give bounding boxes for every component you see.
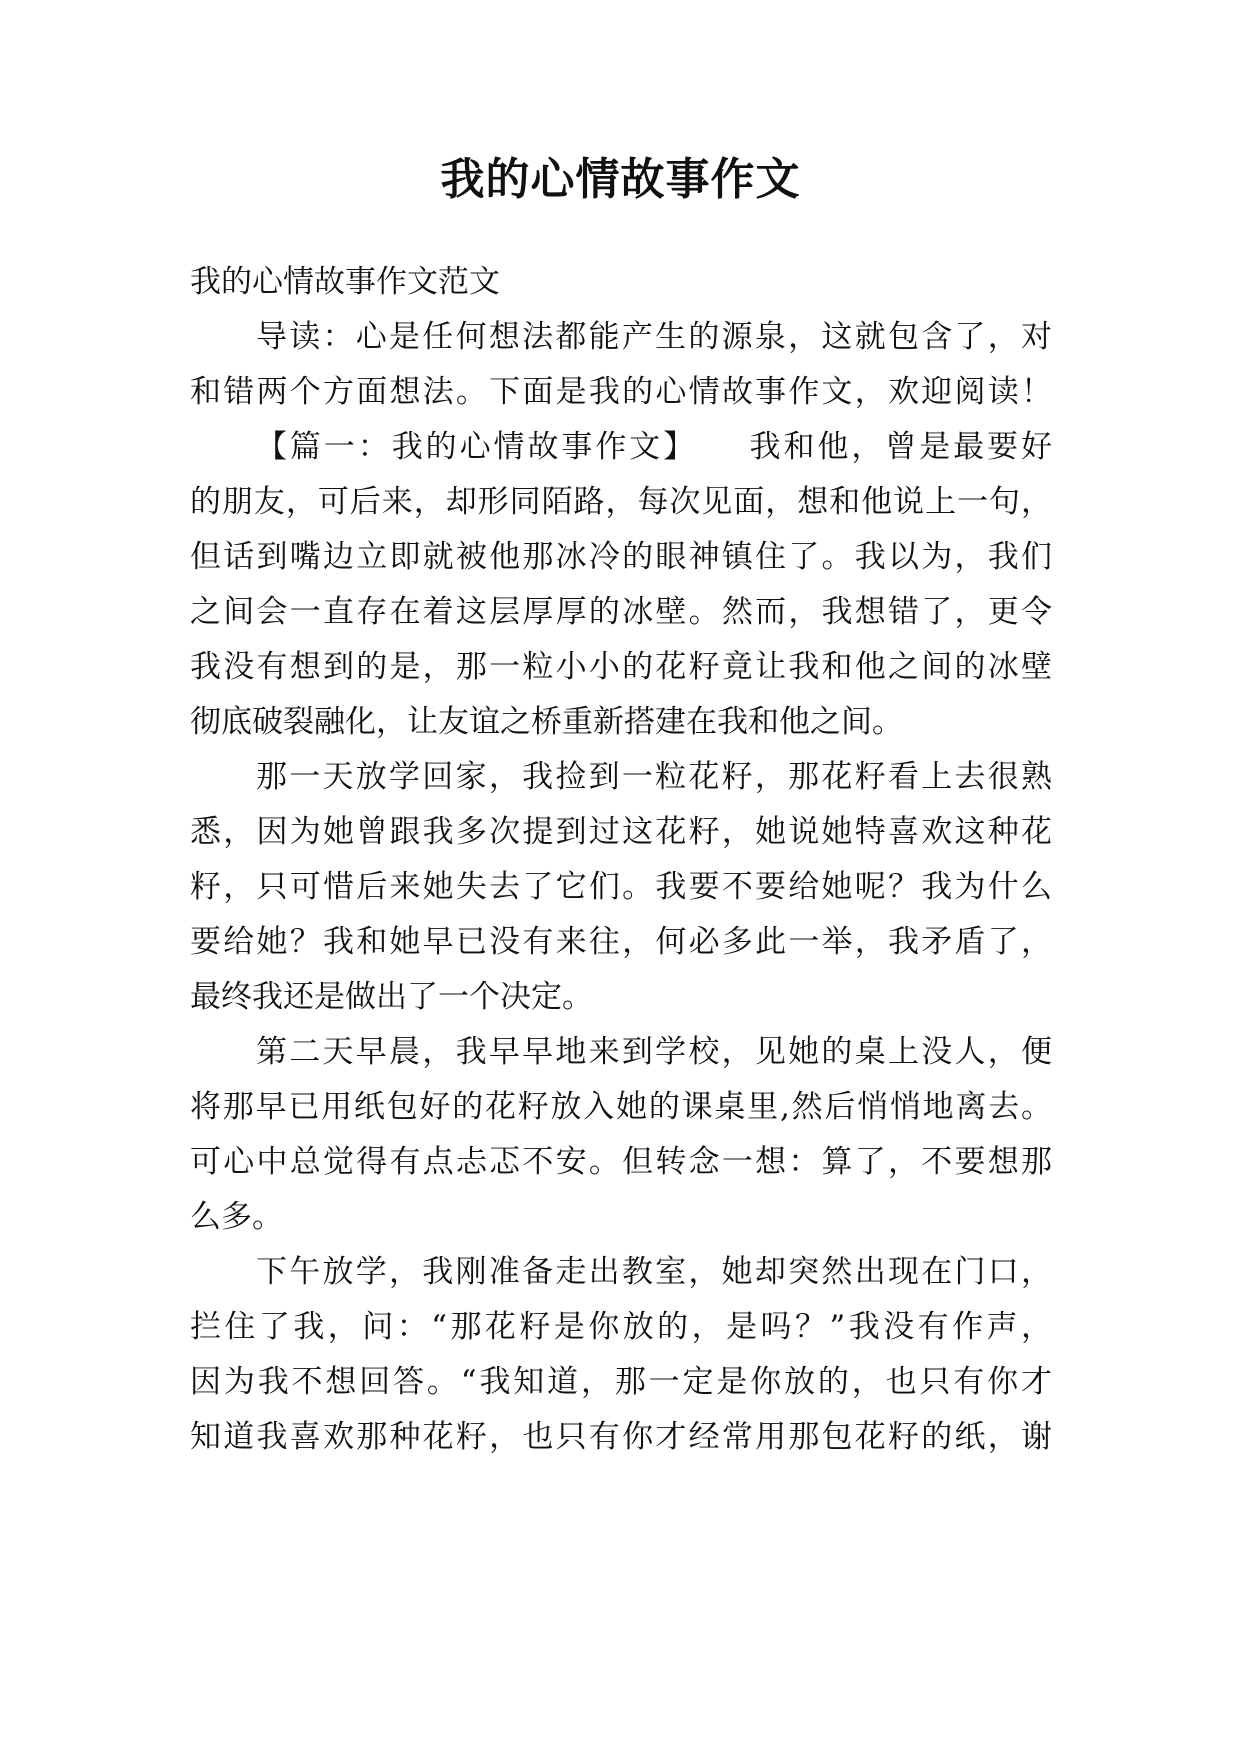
paragraph-line: 导读：心是任何想法都能产生的源泉，这就包含了，对	[256, 319, 1052, 355]
paragraph-line: 悉，因为她曾跟我多次提到过这花籽，她说她特喜欢这种花	[190, 814, 1052, 850]
subtitle-line: 我的心情故事作文范文	[190, 264, 500, 300]
paragraph-line: 【篇一：我的心情故事作文】 我和他，曾是最要好	[256, 429, 1052, 465]
paragraph-line: 最终我还是做出了一个决定。	[190, 979, 593, 1015]
paragraph-line: 籽，只可惜后来她失去了它们。我要不要给她呢？我为什么	[190, 869, 1052, 905]
paragraph-line: 之间会一直存在着这层厚厚的冰壁。然而，我想错了，更令	[190, 594, 1052, 630]
paragraph-line: 将那早已用纸包好的花籽放入她的课桌里,然后悄悄地离去。	[190, 1089, 1052, 1125]
paragraph-line: 的朋友，可后来，却形同陌路，每次见面，想和他说上一句，	[190, 484, 1052, 520]
paragraph-line: 要给她？我和她早已没有来往，何必多此一举，我矛盾了，	[190, 924, 1052, 960]
paragraph-line: 那一天放学回家，我捡到一粒花籽，那花籽看上去很熟	[256, 759, 1052, 795]
paragraph-line: 下午放学，我刚准备走出教室，她却突然出现在门口，	[256, 1254, 1052, 1290]
document-title: 我的心情故事作文	[440, 154, 801, 205]
paragraph-line: 和错两个方面想法。下面是我的心情故事作文，欢迎阅读！	[190, 374, 1052, 410]
paragraph-line: 第二天早晨，我早早地来到学校，见她的桌上没人，便	[256, 1034, 1052, 1070]
paragraph-line: 因为我不想回答。“我知道，那一定是你放的，也只有你才	[190, 1364, 1052, 1400]
paragraph-line: 但话到嘴边立即就被他那冰冷的眼神镇住了。我以为，我们	[190, 539, 1052, 575]
paragraph-line: 知道我喜欢那种花籽，也只有你才经常用那包花籽的纸，谢	[190, 1419, 1052, 1455]
paragraph-line: 可心中总觉得有点忐忑不安。但转念一想：算了，不要想那	[190, 1144, 1052, 1180]
paragraph-line: 拦住了我，问：“那花籽是你放的，是吗？”我没有作声，	[190, 1309, 1052, 1345]
paragraph-line: 彻底破裂融化，让友谊之桥重新搭建在我和他之间。	[190, 704, 903, 740]
paragraph-line: 我没有想到的是，那一粒小小的花籽竟让我和他之间的冰壁	[190, 649, 1052, 685]
paragraph-line: 么多。	[190, 1199, 283, 1235]
